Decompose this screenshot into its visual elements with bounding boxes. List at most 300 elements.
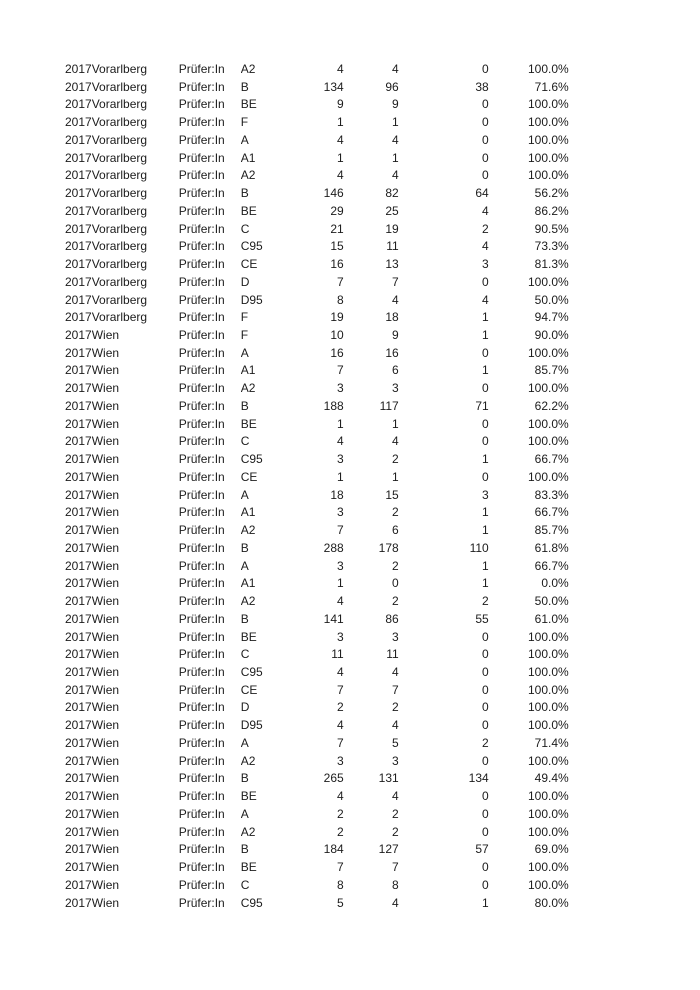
cell-category: A1 <box>240 576 256 591</box>
table-row <box>65 132 569 150</box>
cell-passed: 7 <box>392 860 399 875</box>
cell-passed: 178 <box>378 540 399 555</box>
cell-total: 141 <box>323 611 344 626</box>
cell-passed: 2 <box>392 505 399 520</box>
cell-category: F <box>240 310 249 325</box>
cell-year: 2017 <box>65 363 92 378</box>
cell-failed: 1 <box>482 576 489 591</box>
cell-passed: 3 <box>392 753 399 768</box>
cell-role: Prüfer:In <box>178 416 225 431</box>
cell-role: Prüfer:In <box>178 168 225 183</box>
cell-total: 265 <box>323 771 344 786</box>
cell-total: 3 <box>337 558 344 573</box>
cell-category: C95 <box>240 664 263 679</box>
cell-region: Wien <box>91 452 120 467</box>
cell-region: Wien <box>91 576 120 591</box>
table-row <box>65 167 569 185</box>
cell-pass_rate: 69.0% <box>534 842 569 857</box>
cell-total: 4 <box>337 168 344 183</box>
cell-role: Prüfer:In <box>178 895 225 910</box>
cell-year: 2017 <box>65 434 92 449</box>
cell-category: D95 <box>240 292 263 307</box>
cell-year: 2017 <box>65 505 92 520</box>
cell-total: 21 <box>330 221 344 236</box>
cell-role: Prüfer:In <box>178 505 225 520</box>
cell-total: 11 <box>331 647 344 662</box>
cell-failed: 0 <box>482 647 489 662</box>
cell-region: Wien <box>91 789 120 804</box>
cell-pass_rate: 81.3% <box>534 257 569 272</box>
cell-role: Prüfer:In <box>178 523 225 538</box>
cell-failed: 0 <box>482 274 489 289</box>
cell-total: 7 <box>337 860 344 875</box>
cell-category: C95 <box>240 452 263 467</box>
cell-year: 2017 <box>65 877 92 892</box>
cell-failed: 0 <box>482 682 489 697</box>
cell-pass_rate: 66.7% <box>534 452 569 467</box>
cell-category: A1 <box>240 505 256 520</box>
cell-category: F <box>240 115 249 130</box>
cell-passed: 4 <box>392 132 399 147</box>
cell-role: Prüfer:In <box>178 345 225 360</box>
cell-region: Wien <box>91 540 120 555</box>
cell-role: Prüfer:In <box>178 434 225 449</box>
table-row <box>65 558 569 576</box>
cell-passed: 4 <box>392 895 399 910</box>
cell-role: Prüfer:In <box>178 647 225 662</box>
cell-passed: 82 <box>385 186 399 201</box>
cell-passed: 13 <box>385 257 399 272</box>
cell-failed: 2 <box>482 594 489 609</box>
table-row <box>65 540 569 558</box>
cell-region: Vorarlberg <box>91 62 148 76</box>
cell-role: Prüfer:In <box>178 239 225 254</box>
table-row <box>65 345 569 363</box>
cell-passed: 9 <box>392 328 399 343</box>
cell-failed: 1 <box>482 452 489 467</box>
cell-region: Vorarlberg <box>91 274 148 289</box>
cell-pass_rate: 100.0% <box>528 824 569 839</box>
cell-pass_rate: 100.0% <box>528 789 569 804</box>
cell-failed: 4 <box>482 239 489 254</box>
cell-year: 2017 <box>65 452 92 467</box>
cell-total: 10 <box>330 328 344 343</box>
table-row <box>65 611 569 629</box>
cell-passed: 6 <box>392 523 399 538</box>
cell-pass_rate: 90.5% <box>534 221 569 236</box>
table-row <box>65 274 569 292</box>
cell-region: Wien <box>91 806 120 821</box>
cell-passed: 9 <box>392 97 399 112</box>
table-row <box>65 859 569 877</box>
cell-category: B <box>240 398 249 413</box>
cell-region: Vorarlberg <box>91 97 148 112</box>
cell-region: Vorarlberg <box>91 292 148 307</box>
cell-role: Prüfer:In <box>178 682 225 697</box>
cell-year: 2017 <box>65 132 92 147</box>
cell-passed: 19 <box>385 221 399 236</box>
cell-role: Prüfer:In <box>178 860 225 875</box>
cell-category: A2 <box>240 168 256 183</box>
cell-year: 2017 <box>65 718 92 733</box>
cell-passed: 2 <box>392 594 399 609</box>
table-row <box>65 185 569 203</box>
cell-role: Prüfer:In <box>178 700 225 715</box>
cell-passed: 0 <box>392 576 399 591</box>
cell-passed: 127 <box>378 842 399 857</box>
cell-passed: 1 <box>392 416 399 431</box>
cell-region: Wien <box>91 505 120 520</box>
cell-pass_rate: 100.0% <box>528 682 569 697</box>
cell-failed: 1 <box>482 895 489 910</box>
cell-failed: 0 <box>482 860 489 875</box>
cell-role: Prüfer:In <box>178 62 225 76</box>
cell-failed: 0 <box>482 824 489 839</box>
cell-category: B <box>240 540 249 555</box>
cell-category: F <box>240 328 249 343</box>
cell-role: Prüfer:In <box>178 842 225 857</box>
cell-region: Vorarlberg <box>91 150 148 165</box>
cell-category: A <box>240 806 249 821</box>
cell-pass_rate: 100.0% <box>528 647 569 662</box>
cell-passed: 2 <box>392 700 399 715</box>
cell-pass_rate: 83.3% <box>534 487 569 502</box>
cell-category: C <box>240 877 250 892</box>
cell-year: 2017 <box>65 647 92 662</box>
cell-pass_rate: 100.0% <box>528 150 569 165</box>
cell-role: Prüfer:In <box>178 594 225 609</box>
cell-role: Prüfer:In <box>178 452 225 467</box>
cell-region: Vorarlberg <box>91 79 148 94</box>
cell-passed: 4 <box>392 434 399 449</box>
cell-pass_rate: 71.6% <box>534 79 569 94</box>
cell-category: BE <box>240 203 257 218</box>
cell-pass_rate: 100.0% <box>528 877 569 892</box>
cell-role: Prüfer:In <box>178 310 225 325</box>
cell-failed: 134 <box>468 771 489 786</box>
cell-total: 2 <box>337 806 344 821</box>
cell-region: Wien <box>91 434 120 449</box>
cell-passed: 8 <box>392 877 399 892</box>
cell-passed: 16 <box>385 345 399 360</box>
cell-passed: 7 <box>392 682 399 697</box>
cell-failed: 1 <box>482 523 489 538</box>
cell-year: 2017 <box>65 274 92 289</box>
cell-total: 4 <box>337 434 344 449</box>
cell-pass_rate: 100.0% <box>528 62 569 76</box>
cell-total: 4 <box>337 664 344 679</box>
cell-total: 3 <box>337 381 344 396</box>
cell-year: 2017 <box>65 79 92 94</box>
cell-year: 2017 <box>65 523 92 538</box>
cell-failed: 0 <box>482 469 489 484</box>
cell-category: A2 <box>240 824 256 839</box>
cell-year: 2017 <box>65 203 92 218</box>
cell-category: A <box>240 558 249 573</box>
cell-pass_rate: 100.0% <box>528 806 569 821</box>
cell-role: Prüfer:In <box>178 576 225 591</box>
cell-year: 2017 <box>65 381 92 396</box>
cell-total: 1 <box>337 576 344 591</box>
cell-total: 2 <box>337 700 344 715</box>
table-row <box>65 416 569 434</box>
cell-total: 8 <box>337 292 344 307</box>
cell-failed: 0 <box>482 97 489 112</box>
cell-total: 7 <box>337 735 344 750</box>
cell-year: 2017 <box>65 576 92 591</box>
exam-results-table <box>65 61 569 912</box>
cell-total: 8 <box>337 877 344 892</box>
cell-year: 2017 <box>65 735 92 750</box>
table-row <box>65 629 569 647</box>
cell-year: 2017 <box>65 860 92 875</box>
cell-pass_rate: 100.0% <box>528 416 569 431</box>
cell-year: 2017 <box>65 168 92 183</box>
cell-category: C <box>240 647 250 662</box>
cell-pass_rate: 100.0% <box>528 132 569 147</box>
cell-failed: 0 <box>482 150 489 165</box>
cell-region: Wien <box>91 487 120 502</box>
cell-year: 2017 <box>65 186 92 201</box>
cell-passed: 1 <box>392 150 399 165</box>
cell-category: BE <box>240 860 257 875</box>
cell-passed: 25 <box>385 203 399 218</box>
cell-category: B <box>240 842 249 857</box>
cell-category: C95 <box>240 895 263 910</box>
cell-pass_rate: 100.0% <box>528 718 569 733</box>
cell-total: 188 <box>323 398 344 413</box>
cell-year: 2017 <box>65 824 92 839</box>
cell-failed: 4 <box>482 203 489 218</box>
cell-region: Wien <box>91 700 120 715</box>
cell-role: Prüfer:In <box>178 753 225 768</box>
cell-passed: 15 <box>385 487 399 502</box>
cell-pass_rate: 66.7% <box>534 505 569 520</box>
cell-failed: 64 <box>475 186 489 201</box>
cell-region: Wien <box>91 594 120 609</box>
cell-total: 1 <box>337 115 344 130</box>
table-body <box>65 61 569 912</box>
cell-failed: 0 <box>482 877 489 892</box>
cell-failed: 71 <box>475 398 489 413</box>
cell-role: Prüfer:In <box>178 363 225 378</box>
cell-region: Wien <box>91 381 120 396</box>
cell-total: 3 <box>337 753 344 768</box>
cell-year: 2017 <box>65 345 92 360</box>
cell-year: 2017 <box>65 629 92 644</box>
cell-year: 2017 <box>65 221 92 236</box>
cell-total: 18 <box>330 487 344 502</box>
table-row <box>65 593 569 611</box>
cell-region: Wien <box>91 895 120 910</box>
cell-total: 9 <box>337 97 344 112</box>
cell-region: Vorarlberg <box>91 310 148 325</box>
cell-passed: 2 <box>392 452 399 467</box>
cell-category: A <box>240 345 249 360</box>
cell-pass_rate: 0.0% <box>541 576 569 591</box>
cell-passed: 131 <box>378 771 399 786</box>
cell-pass_rate: 56.2% <box>534 186 569 201</box>
cell-passed: 4 <box>392 62 399 76</box>
cell-total: 16 <box>330 257 344 272</box>
cell-region: Wien <box>91 647 120 662</box>
cell-category: A <box>240 132 249 147</box>
cell-passed: 2 <box>392 806 399 821</box>
cell-year: 2017 <box>65 97 92 112</box>
cell-passed: 4 <box>392 664 399 679</box>
table-row <box>65 469 569 487</box>
cell-year: 2017 <box>65 115 92 130</box>
cell-region: Vorarlberg <box>91 221 148 236</box>
cell-pass_rate: 50.0% <box>534 292 569 307</box>
cell-category: A1 <box>240 363 256 378</box>
cell-region: Wien <box>91 682 120 697</box>
cell-category: BE <box>240 629 257 644</box>
cell-category: C <box>240 434 250 449</box>
cell-role: Prüfer:In <box>178 611 225 626</box>
cell-year: 2017 <box>65 540 92 555</box>
cell-pass_rate: 49.4% <box>534 771 569 786</box>
table-row <box>65 895 569 913</box>
cell-category: A2 <box>240 381 256 396</box>
table-row <box>65 292 569 310</box>
table-row <box>65 362 569 380</box>
cell-region: Wien <box>91 345 120 360</box>
cell-failed: 0 <box>482 700 489 715</box>
cell-region: Vorarlberg <box>91 132 148 147</box>
cell-pass_rate: 100.0% <box>528 469 569 484</box>
cell-failed: 1 <box>482 558 489 573</box>
cell-pass_rate: 90.0% <box>534 328 569 343</box>
cell-role: Prüfer:In <box>178 735 225 750</box>
cell-role: Prüfer:In <box>178 398 225 413</box>
cell-passed: 11 <box>386 647 399 662</box>
cell-category: BE <box>240 416 257 431</box>
cell-region: Vorarlberg <box>91 203 148 218</box>
table-row <box>65 256 569 274</box>
cell-category: BE <box>240 789 257 804</box>
cell-category: C <box>240 221 250 236</box>
table-row <box>65 717 569 735</box>
cell-year: 2017 <box>65 789 92 804</box>
cell-pass_rate: 85.7% <box>534 523 569 538</box>
cell-total: 7 <box>337 523 344 538</box>
cell-total: 1 <box>337 469 344 484</box>
cell-year: 2017 <box>65 594 92 609</box>
cell-total: 4 <box>337 62 344 76</box>
cell-year: 2017 <box>65 753 92 768</box>
cell-pass_rate: 100.0% <box>528 629 569 644</box>
cell-category: CE <box>240 682 258 697</box>
cell-pass_rate: 100.0% <box>528 664 569 679</box>
cell-total: 3 <box>337 629 344 644</box>
cell-total: 15 <box>330 239 344 254</box>
cell-pass_rate: 100.0% <box>528 381 569 396</box>
cell-total: 7 <box>337 682 344 697</box>
cell-failed: 0 <box>482 115 489 130</box>
table-row <box>65 61 569 79</box>
cell-role: Prüfer:In <box>178 487 225 502</box>
table-row <box>65 150 569 168</box>
cell-passed: 6 <box>392 363 399 378</box>
cell-passed: 7 <box>392 274 399 289</box>
cell-category: A2 <box>240 753 256 768</box>
cell-role: Prüfer:In <box>178 274 225 289</box>
cell-category: B <box>240 611 249 626</box>
cell-total: 4 <box>337 594 344 609</box>
cell-pass_rate: 100.0% <box>528 274 569 289</box>
cell-failed: 0 <box>482 789 489 804</box>
cell-passed: 3 <box>392 629 399 644</box>
cell-region: Wien <box>91 842 120 857</box>
cell-pass_rate: 73.3% <box>534 239 569 254</box>
cell-role: Prüfer:In <box>178 469 225 484</box>
cell-category: A1 <box>240 150 256 165</box>
cell-failed: 4 <box>482 292 489 307</box>
cell-role: Prüfer:In <box>178 257 225 272</box>
cell-region: Vorarlberg <box>91 257 148 272</box>
cell-total: 3 <box>337 505 344 520</box>
table-row <box>65 309 569 327</box>
cell-region: Wien <box>91 718 120 733</box>
cell-role: Prüfer:In <box>178 79 225 94</box>
cell-role: Prüfer:In <box>178 221 225 236</box>
table-row <box>65 433 569 451</box>
cell-region: Wien <box>91 877 120 892</box>
cell-role: Prüfer:In <box>178 186 225 201</box>
cell-pass_rate: 86.2% <box>534 203 569 218</box>
table-row <box>65 327 569 345</box>
cell-pass_rate: 61.0% <box>534 611 569 626</box>
cell-total: 4 <box>337 789 344 804</box>
cell-year: 2017 <box>65 328 92 343</box>
cell-year: 2017 <box>65 310 92 325</box>
cell-role: Prüfer:In <box>178 806 225 821</box>
cell-passed: 4 <box>392 168 399 183</box>
cell-total: 1 <box>337 150 344 165</box>
cell-pass_rate: 100.0% <box>528 115 569 130</box>
cell-category: BE <box>240 97 257 112</box>
cell-passed: 117 <box>379 398 399 413</box>
cell-region: Wien <box>91 611 120 626</box>
cell-region: Wien <box>91 398 120 413</box>
cell-category: A2 <box>240 594 256 609</box>
cell-total: 1 <box>337 416 344 431</box>
cell-failed: 0 <box>482 629 489 644</box>
cell-year: 2017 <box>65 150 92 165</box>
cell-category: CE <box>240 469 258 484</box>
cell-role: Prüfer:In <box>178 540 225 555</box>
cell-role: Prüfer:In <box>178 328 225 343</box>
cell-year: 2017 <box>65 469 92 484</box>
cell-failed: 0 <box>482 806 489 821</box>
table-row <box>65 770 569 788</box>
cell-region: Vorarlberg <box>91 239 148 254</box>
cell-failed: 0 <box>482 718 489 733</box>
table-row <box>65 877 569 895</box>
cell-failed: 2 <box>482 221 489 236</box>
cell-passed: 18 <box>385 310 399 325</box>
cell-year: 2017 <box>65 895 92 910</box>
cell-year: 2017 <box>65 416 92 431</box>
cell-year: 2017 <box>65 806 92 821</box>
table-row <box>65 487 569 505</box>
cell-failed: 57 <box>475 842 489 857</box>
table-row <box>65 699 569 717</box>
cell-category: D <box>240 700 250 715</box>
cell-total: 146 <box>323 186 344 201</box>
cell-year: 2017 <box>65 664 92 679</box>
